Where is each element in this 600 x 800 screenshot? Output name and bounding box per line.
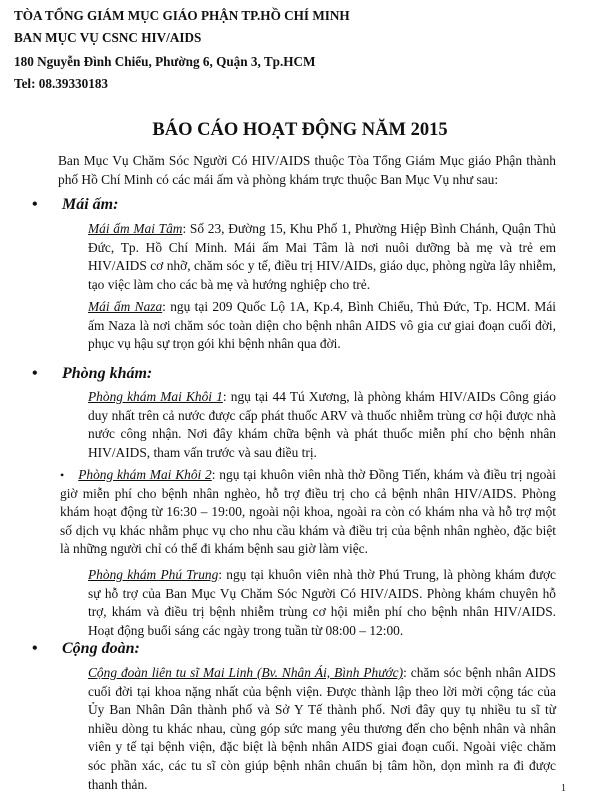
item-text: : ngụ tại khuôn viên nhà thờ Đồng Tiến, khám và điều trị ngoài giờ miễn phí cho bệnh nhân nghèo, hỗ trợ điều trị cho cả bệnh nhân HIV/AIDS. Phòng khám hoạt động từ 16:30 – 19:00, ngoài nội khoa, ngoài ra còn có khám nha và hỗ trợ một số dịch vụ khác nhằm phục vụ cho nhu cầu khám và điều trị của bệnh nhân nghèo, đặc biệt là những người chỉ có thể đi khám bệnh sau giờ làm việc. bbox=[60, 467, 557, 557]
org-name: TÒA TỔNG GIÁM MỤC GIÁO PHẬN TP.HỒ CHÍ MINH bbox=[14, 8, 350, 23]
item-text: : Số 23, Đường 15, Khu Phố 1, Phường Hiệp Bình Chánh, Quận Thủ Đức, Tp. Hồ Chí Minh. Mái ấm Mai Tâm là nơi nuôi dưỡng bà mẹ và trẻ em HIV/AIDS cơ nhỡ, chăm sóc y tế, điều trị HIV/AIDs, giáo dục, phòng ngừa lây nhiễm, tạo việc làm cho các bà mẹ và hướng nghiệp cho trẻ. bbox=[88, 221, 556, 292]
list-item-mai-khoi-1 bbox=[88, 388, 556, 462]
item-label: Mái ấm Mai Tâm bbox=[88, 221, 183, 236]
page-number: 1 bbox=[561, 783, 566, 794]
section-heading: Mái ấm: bbox=[62, 196, 119, 213]
item-text: : ngụ tại khuôn viên nhà thờ Phú Trung, là phòng khám được sự hỗ trợ của Ban Mục Vụ Chăm Sóc Người Có HIV/AIDS. Phòng khám chuyên hỗ trợ, khám và điều trị bệnh nhiễm trùng cơ hội miễn phí cho bệnh nhân HIV/AIDS. Hoạt động buổi sáng các ngày trong tuần từ 08:00 – 12:00. bbox=[88, 567, 556, 638]
item-label: Phòng khám Phú Trung bbox=[88, 567, 219, 582]
address: 180 Nguyễn Đình Chiểu, Phường 6, Quận 3, Tp.HCM bbox=[14, 54, 316, 69]
list-item-mai-linh bbox=[88, 664, 556, 794]
item-text: : chăm sóc bệnh nhân AIDS cuối đời tại khoa nặng nhất của bệnh viện. Được thành lập theo lời mời cộng tác của Ủy Ban Nhân Dân thành phố và Sở Y Tế thành phố. Nơi đây quy tụ nhiều tu sĩ từ nhiều dòng tu khác nhau, cùng góp sức mang yêu thương đến cho bệnh nhân và nhân viên y tế tại bệnh viện, đặc biệt là bệnh nhân AIDS giai đoạn cuối. Ngoài việc chăm sóc phần xác, các tu sĩ còn giúp bệnh nhân chuẩn bị tâm hồn, dọn mình ra đi được thanh thản. bbox=[88, 665, 556, 792]
item-text: : ngụ tại 209 Quốc Lộ 1A, Kp.4, Bình Chiểu, Thủ Đức, Tp. HCM. Mái ấm Naza là nơi chăm sóc toàn diện cho bệnh nhân AIDS vô gia cư giai đoạn cuối đời, phục vụ hậu sự trọn gói khi bệnh nhân qua đời. bbox=[88, 299, 556, 352]
section-mai-am bbox=[32, 196, 118, 214]
bullet-icon: • bbox=[32, 640, 38, 657]
section-heading: Cộng đoàn: bbox=[62, 640, 140, 657]
item-label: Mái ấm Naza bbox=[88, 299, 163, 314]
section-heading: Phòng khám: bbox=[62, 365, 153, 382]
section-cong-doan bbox=[32, 640, 140, 658]
item-label: Phòng khám Mai Khôi 1 bbox=[88, 389, 223, 404]
list-item-phu-trung bbox=[88, 566, 556, 640]
item-text: : ngụ tại 44 Tú Xương, là phòng khám HIV/AIDs Công giáo duy nhất trên cả nước được cấp phát thuốc ARV và thuốc nhiễm trùng cơ hội được nhà nước công nhận. Nơi đây khám chữa bệnh và phát thuốc miễn phí cho bệnh nhân HIV/AIDS, tham vấn trước và sau điều trị. bbox=[88, 389, 557, 460]
phone: Tel: 08.39330183 bbox=[14, 76, 109, 91]
item-label: Cộng đoàn liên tu sĩ Mai Linh (Bv. Nhân Ái, Bình Phước) bbox=[88, 665, 404, 680]
intro-paragraph: Ban Mục Vụ Chăm Sóc Người Có HIV/AIDS thuộc Tòa Tổng Giám Mục giáo Phận thành phố Hồ Chí Minh có các mái ấm và phòng khám trực thuộc Ban Mục Vụ như sau: bbox=[58, 153, 556, 187]
list-item-naza bbox=[88, 298, 556, 354]
section-phong-kham bbox=[32, 365, 152, 383]
bullet-icon: • bbox=[32, 196, 38, 213]
bullet-icon: • bbox=[60, 468, 65, 482]
bullet-icon: • bbox=[32, 365, 38, 382]
department-name: BAN MỤC VỤ CSNC HIV/AIDS bbox=[14, 30, 202, 45]
item-label: Phòng khám Mai Khôi 2 bbox=[78, 467, 212, 482]
list-item-mai-khoi-2 bbox=[60, 466, 556, 559]
list-item-mai-tam bbox=[88, 220, 556, 294]
report-title: BÁO CÁO HOẠT ĐỘNG NĂM 2015 bbox=[152, 120, 448, 140]
